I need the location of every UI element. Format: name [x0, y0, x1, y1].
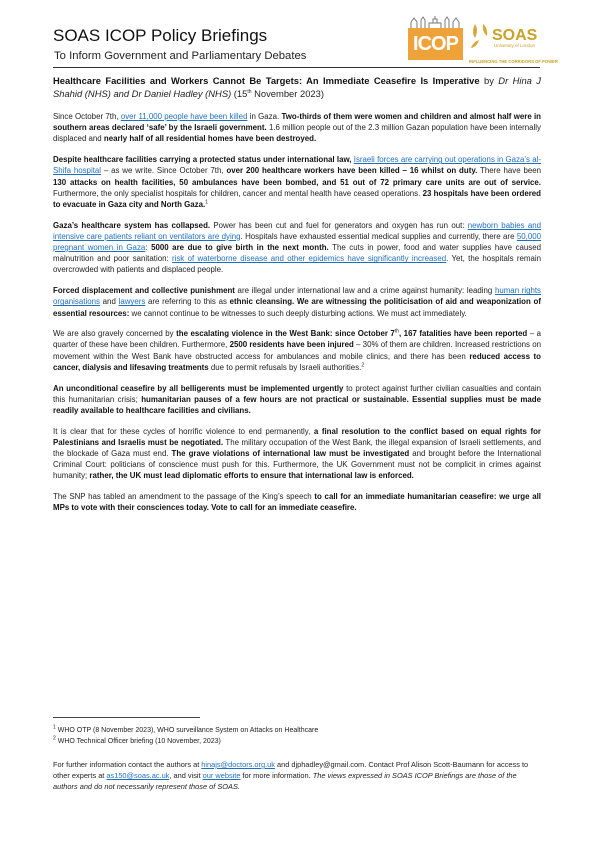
soas-logo-text: SOAS	[492, 27, 538, 44]
link-expert-email[interactable]: as150@soas.ac.uk	[106, 771, 170, 780]
footnote-ref-2[interactable]: 2	[361, 362, 365, 369]
briefing-body	[53, 74, 541, 523]
paragraph-casualties: Since October 7th, over 11,000 people have been killed in Gaza. Two-thirds of them were women and children and almost half were in southern areas declared ‘safe’ by the Israeli government. 1.6 million people out of the 2.3 million Gazan population have been internally displaced and nearly half of all residential homes have been destroyed.	[53, 112, 541, 144]
footnote-divider	[53, 717, 200, 718]
link-lawyers[interactable]: lawyers	[118, 297, 146, 307]
briefing-title: Healthcare Facilities and Workers Cannot Be Targets: An Immediate Ceasefire Is Imperative	[53, 75, 480, 86]
paragraph-call-to-action: The SNP has tabled an amendment to the passage of the King’s speech to call for an immediate humanitarian ceasefire: we urge all MPs to vote with their consciences today. Vote to call for an immediate ceasefire.	[53, 492, 541, 513]
link-our-website[interactable]: our website	[202, 771, 241, 780]
soas-logo	[469, 18, 558, 66]
disclaimer: The views expressed in SOAS ICOP Briefings are those of the authors and do not necessarily represent those of SOAS.	[53, 771, 517, 791]
icop-building-icon	[409, 15, 461, 29]
link-pregnant-women[interactable]: 50,000 pregnant women in Gaza	[53, 231, 542, 253]
link-author-email[interactable]: hinajs@doctors.org.uk	[201, 760, 275, 769]
paragraph-healthcare-attacks: Despite healthcare facilities carrying a protected status under international law, Israeli forces are carrying out operations in Gaza’s al-Shifa hospital – as we write. Since October 7th, over 200 healthcare workers have been killed – 16 whilst on duty. There have been 130 attacks on health facilities, 50 ambulances have been bombed, and 51 out of 72 primary care units are out of service. Furthermore, the only specialist hospitals for children, cancer and mental health have ceased operations. 23 hospitals have been ordered to evacuate in Gaza city and North Gaza.$^1$	[53, 155, 542, 209]
link-newborn-ventilators[interactable]: newborn babies and intensive care patients reliant on ventilators are dying	[53, 220, 541, 241]
paragraph-displacement: Forced displacement and collective punishment are illegal under international law and a crime against humanity: leading human rights organisations and lawyers are referring to this as ethnic cleansing. We are witnessing the politicisation of aid and weaponization of essential resources: we cannot continue to be witnesses to such deeply disturbing actions. We must act immediately.	[53, 286, 541, 318]
link-casualties-source[interactable]: over 11,000 people have been killed	[120, 112, 248, 121]
briefing-heading: Healthcare Facilities and Workers Cannot Be Targets: An Immediate Ceasefire Is Imperative by Dr Hina J Shahid (NHS) and Dr Daniel Hadley (NHS) (15th November 2023)	[53, 75, 541, 99]
footnotes	[53, 725, 541, 747]
footnote-ref-1[interactable]: 1	[205, 199, 208, 206]
briefing-series-title: SOAS ICOP Policy Briefings	[53, 26, 268, 45]
icop-logo: ICOP	[408, 28, 463, 60]
contact-information: For further information contact the authors at hinajs@doctors.org.uk and djphadley@gmail.com. Contact Prof Alison Scott-Baumann for access to other experts at as150@soas.ac.uk, and visit our website for more information. The views expressed in SOAS ICOP Briefings are those of the authors and do not necessarily represent those of SOAS.	[53, 760, 529, 791]
paragraph-resolution: It is clear that for these cycles of horrific violence to end permanently, a final resolution to the conflict based on equal rights for Palestinians and Israelis must be negotiated. The military occupation of the West Bank, the illegal expansion of Israeli settlements, and the blockade of Gaza must end. The grave violations of international law must be investigated and brought before the International Criminal Court: politicians of conscience must push for this. Furthermore, the UK Government must not be complicit in crimes against humanity; rather, the UK must lead diplomatic efforts to ensure that international law is enforced.	[53, 426, 541, 481]
paragraph-west-bank: We are also gravely concerned by the escalating violence in the West Bank: since October 7th, 167 fatalities have been reported – a quarter of these have been children. Furthermore, 2500 residents have been injured – 30% of them are children. Increased restrictions on movement within the West Bank have obstructed access for ambulances and mobile clinics, and there has been reduced access to cancer, dialysis and lifesaving treatments due to permit refusals by Israeli authorities.$^2$	[53, 328, 542, 372]
link-waterborne-disease[interactable]: risk of waterborne disease and other epidemics have significantly increased	[171, 254, 447, 264]
link-al-shifa-operations[interactable]: Israeli forces are carrying out operations in Gaza’s al-Shifa hospital	[53, 155, 541, 176]
header-divider	[53, 67, 540, 68]
header-logos	[405, 15, 558, 67]
footnote-1: $^1$ WHO OTP (8 November 2023), WHO surveillance System on Attacks on Healthcare	[53, 724, 319, 734]
soas-logo-subtext: University of London	[494, 43, 536, 48]
footnote-2: $^2$ WHO Technical Officer briefing (10 November, 2023)	[53, 735, 221, 745]
briefing-authors: Dr Hina J Shahid (NHS) and Dr Daniel Hadley (NHS)	[53, 75, 541, 99]
briefing-series-subtitle: To Inform Government and Parliamentary Debates	[54, 50, 307, 62]
icop-tagline: INFLUENCING THE CORRIDORS OF POWER	[469, 59, 558, 64]
paragraph-system-collapse: Gaza’s healthcare system has collapsed. Power has been cut and fuel for generators and oxygen has run out: newborn babies and intensive care patients reliant on ventilators are dying. Hospitals have exhausted essential medical supplies and currently, there are 50,000 pregnant women in Gaza: 5000 are due to give birth in the next month. The cuts in power, food and water supplies have caused malnutrition and poor sanitation: risk of waterborne disease and other epidemics have significantly increased. Yet, the hospitals remain overcrowded with patients and displaced people.	[53, 220, 542, 275]
paragraph-ceasefire: An unconditional ceasefire by all belligerents must be implemented urgently to protect against further civilian casualties and contain this humanitarian crisis; humanitarian pauses of a few hours are not practical or sustainable. Essential supplies must be made readily available to healthcare facilities and civilians.	[53, 383, 541, 415]
link-human-rights-organisations[interactable]: human rights organisations	[53, 286, 541, 307]
briefing-date: November 2023)	[251, 88, 324, 99]
